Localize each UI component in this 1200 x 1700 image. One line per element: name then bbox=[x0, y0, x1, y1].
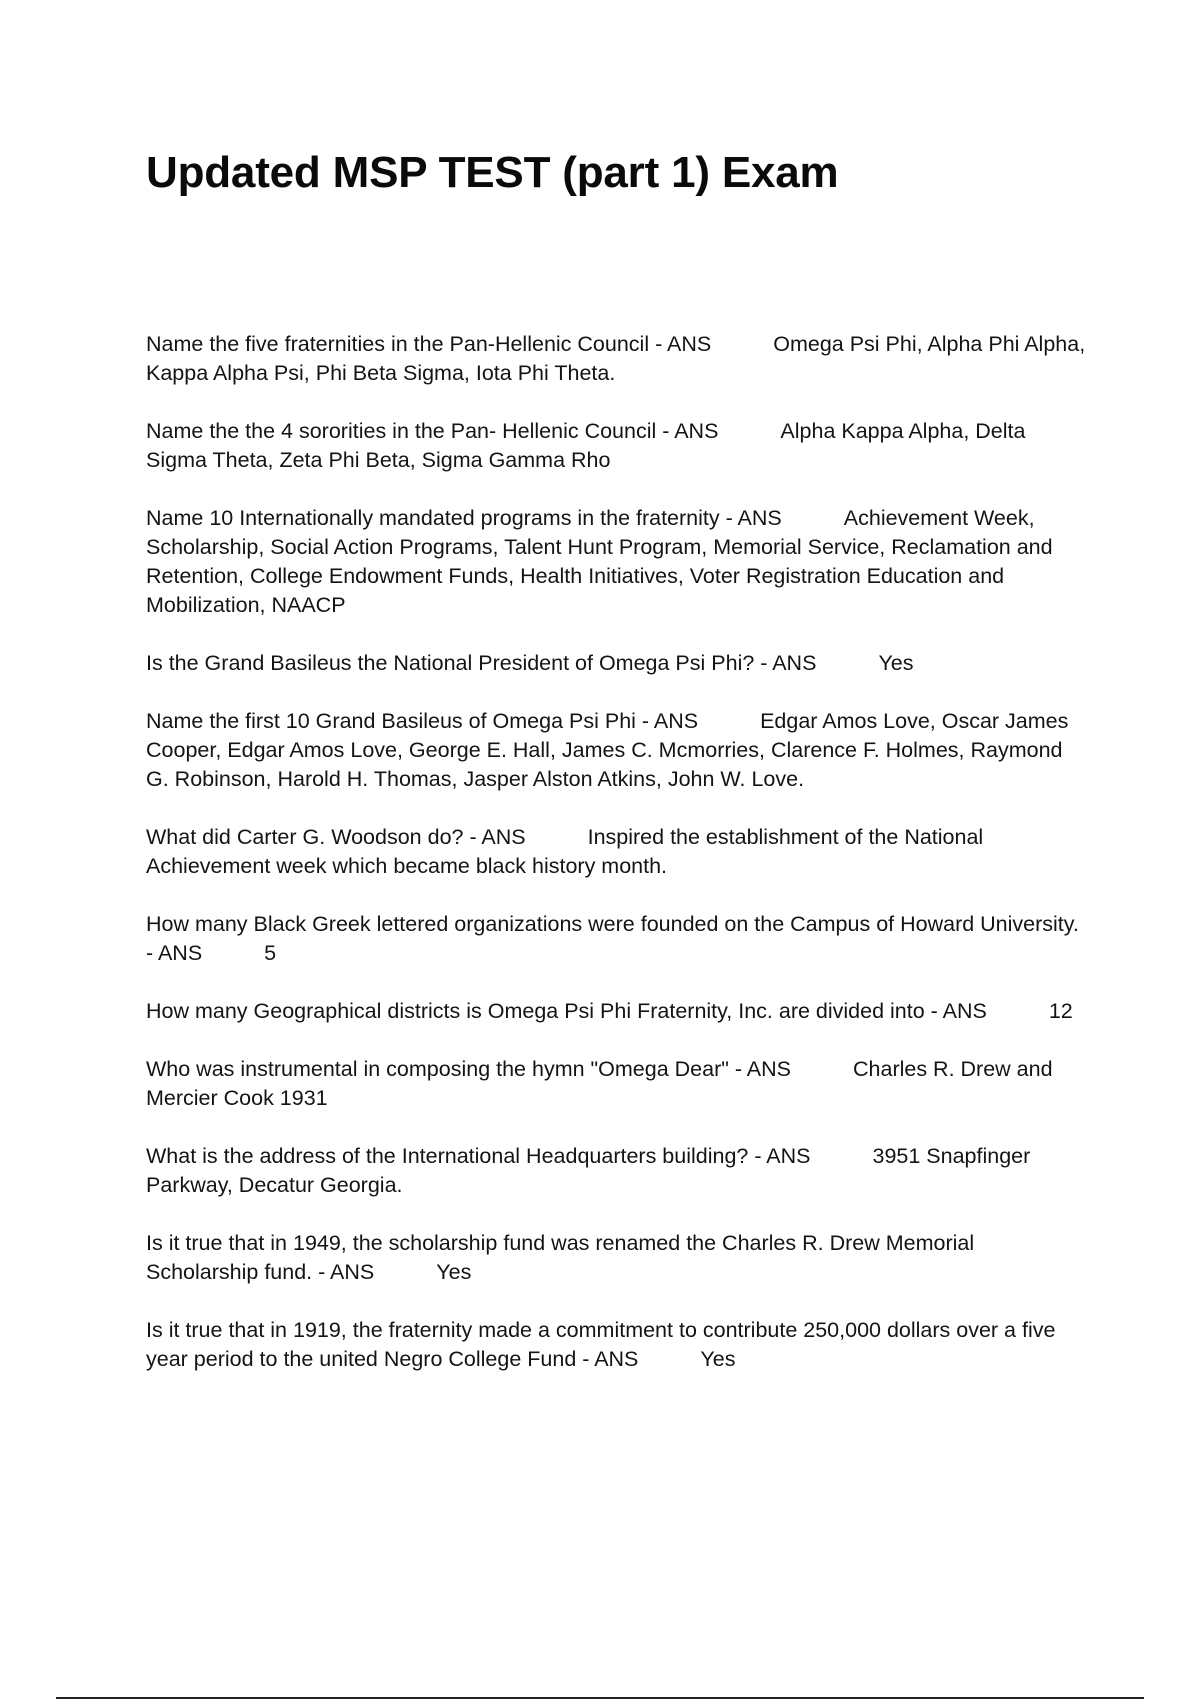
question-text: Name the first 10 Grand Basileus of Omega Psi Phi - ANS bbox=[146, 709, 699, 733]
question-text: Is it true that in 1919, the fraternity made a commitment to contribute 250,000 dollars over a five year period to the united Negro College Fund - ANS bbox=[146, 1318, 1056, 1371]
question-text: Name the five fraternities in the Pan-Hellenic Council - ANS bbox=[146, 332, 712, 356]
answer-text: Yes bbox=[436, 1260, 472, 1284]
answer-text: 3951 Snapfinger Parkway, Decatur Georgia. bbox=[146, 1144, 1031, 1197]
answer-text: 5 bbox=[264, 941, 277, 965]
qa-list bbox=[146, 330, 1086, 1403]
question-text: How many Black Greek lettered organizations were founded on the Campus of Howard University. - ANS bbox=[146, 912, 1079, 965]
question-text: Who was instrumental in composing the hymn "Omega Dear" - ANS bbox=[146, 1057, 791, 1081]
qa-item bbox=[146, 707, 1086, 794]
answer-text: 12 bbox=[1048, 999, 1073, 1023]
question-text: How many Geographical districts is Omega Psi Phi Fraternity, Inc. are divided into - ANS bbox=[146, 999, 987, 1023]
qa-item bbox=[146, 997, 1086, 1026]
qa-item bbox=[146, 330, 1086, 388]
qa-item bbox=[146, 417, 1086, 475]
answer-text: Omega Psi Phi, Alpha Phi Alpha, Kappa Alpha Psi, Phi Beta Sigma, Iota Phi Theta. bbox=[146, 332, 1086, 385]
question-text: Is the Grand Basileus the National President of Omega Psi Phi? - ANS bbox=[146, 651, 817, 675]
answer-text: Achievement Week, Scholarship, Social Action Programs, Talent Hunt Program, Memorial Service, Reclamation and Retention, College Endowment Funds, Health Initiatives, Voter Registration Education and Mobilization, NAACP bbox=[146, 506, 1053, 617]
page-title: Updated MSP TEST (part 1) Exam bbox=[146, 148, 839, 197]
answer-text: Yes bbox=[700, 1347, 736, 1371]
question-text: Name the the 4 sororities in the Pan- Hellenic Council - ANS bbox=[146, 419, 719, 443]
qa-item bbox=[146, 823, 1086, 881]
qa-item bbox=[146, 649, 1086, 678]
answer-text: Alpha Kappa Alpha, Delta Sigma Theta, Zeta Phi Beta, Sigma Gamma Rho bbox=[146, 419, 1026, 472]
footer-divider bbox=[56, 1697, 1144, 1699]
qa-item bbox=[146, 504, 1086, 620]
answer-text: Edgar Amos Love, Oscar James Cooper, Edgar Amos Love, George E. Hall, James C. Mcmorries, Clarence F. Holmes, Raymond G. Robinson, Harold H. Thomas, Jasper Alston Atkins, John W. Love. bbox=[146, 709, 1069, 791]
question-text: Name 10 Internationally mandated programs in the fraternity - ANS bbox=[146, 506, 782, 530]
answer-text: Charles R. Drew and Mercier Cook 1931 bbox=[146, 1057, 1053, 1110]
qa-item bbox=[146, 1055, 1086, 1113]
question-text: Is it true that in 1949, the scholarship fund was renamed the Charles R. Drew Memorial Scholarship fund. - ANS bbox=[146, 1231, 975, 1284]
qa-item bbox=[146, 910, 1086, 968]
question-text: What is the address of the International Headquarters building? - ANS bbox=[146, 1144, 811, 1168]
answer-text: Inspired the establishment of the National Achievement week which became black history month. bbox=[146, 825, 984, 878]
qa-item bbox=[146, 1316, 1086, 1374]
qa-item bbox=[146, 1142, 1086, 1200]
question-text: What did Carter G. Woodson do? - ANS bbox=[146, 825, 526, 849]
qa-item bbox=[146, 1229, 1086, 1287]
answer-text: Yes bbox=[878, 651, 914, 675]
